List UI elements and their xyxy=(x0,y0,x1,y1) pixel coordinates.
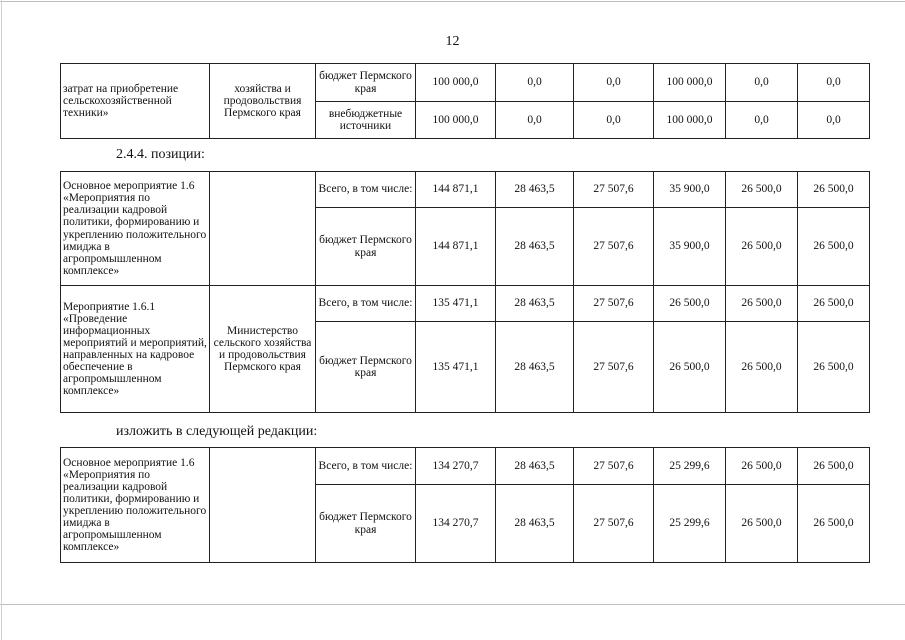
value-cell: 28 463,5 xyxy=(496,322,574,413)
funding-source: бюджет Пермского края xyxy=(316,322,416,413)
responsible-executor: Министерство сельского хозяйства и продовольствия Пермского края xyxy=(210,286,316,413)
value-cell: 0,0 xyxy=(798,102,870,139)
value-cell: 144 871,1 xyxy=(416,172,496,208)
responsible-executor xyxy=(210,448,316,563)
value-cell: 25 299,6 xyxy=(654,485,726,563)
value-cell: 0,0 xyxy=(798,64,870,102)
value-cell: 0,0 xyxy=(726,64,798,102)
value-cell: 26 500,0 xyxy=(726,208,798,286)
budget-table-continuation xyxy=(60,63,870,139)
value-cell: 134 270,7 xyxy=(416,485,496,563)
value-cell: 28 463,5 xyxy=(496,485,574,563)
activity-name: Мероприятие 1.6.1 «Проведение информационных мероприятий и мероприятий, направленных на кадровое обеспечение в агропромышленном комплексе» xyxy=(61,286,210,413)
value-cell: 26 500,0 xyxy=(798,322,870,413)
value-cell: 26 500,0 xyxy=(798,208,870,286)
funding-source: Всего, в том числе: xyxy=(316,172,416,208)
value-cell: 35 900,0 xyxy=(654,172,726,208)
value-cell: 100 000,0 xyxy=(416,102,496,139)
value-cell: 27 507,6 xyxy=(574,322,654,413)
value-cell: 27 507,6 xyxy=(574,208,654,286)
value-cell: 0,0 xyxy=(574,102,654,139)
funding-source: внебюджетные источники xyxy=(316,102,416,139)
scan-edge-bottom xyxy=(0,604,905,605)
value-cell: 144 871,1 xyxy=(416,208,496,286)
funding-source: бюджет Пермского края xyxy=(316,64,416,102)
value-cell: 100 000,0 xyxy=(416,64,496,102)
value-cell: 26 500,0 xyxy=(798,172,870,208)
page-number: 12 xyxy=(445,34,460,49)
value-cell: 25 299,6 xyxy=(654,448,726,485)
value-cell: 28 463,5 xyxy=(496,208,574,286)
value-cell: 0,0 xyxy=(496,64,574,102)
value-cell: 100 000,0 xyxy=(654,102,726,139)
value-cell: 135 471,1 xyxy=(416,286,496,322)
value-cell: 28 463,5 xyxy=(496,172,574,208)
responsible-executor: хозяйства и продовольствия Пермского края xyxy=(210,64,316,139)
value-cell: 26 500,0 xyxy=(654,322,726,413)
value-cell: 26 500,0 xyxy=(726,485,798,563)
section-heading-new-edition: изложить в следующей редакции: xyxy=(116,424,318,439)
activity-name: Основное мероприятие 1.6 «Мероприятия по реализации кадровой политики, формированию и укреплению положительного имиджа в агропромышленном комплексе» xyxy=(61,172,210,286)
activity-name: Основное мероприятие 1.6 «Мероприятия по реализации кадровой политики, формированию и укреплению положительного имиджа в агропромышленном комплексе» xyxy=(61,448,210,563)
scan-edge-top xyxy=(0,1,905,2)
table-row xyxy=(61,172,870,208)
table-row xyxy=(61,448,870,485)
value-cell: 134 270,7 xyxy=(416,448,496,485)
scan-edge-left xyxy=(1,0,2,640)
value-cell: 26 500,0 xyxy=(654,286,726,322)
value-cell: 0,0 xyxy=(574,64,654,102)
section-heading-positions: 2.4.4. позиции: xyxy=(116,147,205,162)
value-cell: 0,0 xyxy=(496,102,574,139)
funding-source: Всего, в том числе: xyxy=(316,448,416,485)
value-cell: 135 471,1 xyxy=(416,322,496,413)
value-cell: 27 507,6 xyxy=(574,286,654,322)
table-row xyxy=(61,64,870,102)
value-cell: 100 000,0 xyxy=(654,64,726,102)
value-cell: 26 500,0 xyxy=(798,448,870,485)
value-cell: 26 500,0 xyxy=(726,172,798,208)
value-cell: 27 507,6 xyxy=(574,172,654,208)
value-cell: 26 500,0 xyxy=(798,286,870,322)
activity-name: затрат на приобретение сельскохозяйственной техники» xyxy=(61,64,210,139)
value-cell: 26 500,0 xyxy=(726,322,798,413)
value-cell: 0,0 xyxy=(726,102,798,139)
responsible-executor xyxy=(210,172,316,286)
budget-table-new-edition xyxy=(60,447,870,563)
value-cell: 27 507,6 xyxy=(574,485,654,563)
funding-source: бюджет Пермского края xyxy=(316,485,416,563)
value-cell: 26 500,0 xyxy=(726,448,798,485)
value-cell: 26 500,0 xyxy=(798,485,870,563)
budget-table-current xyxy=(60,171,870,413)
funding-source: Всего, в том числе: xyxy=(316,286,416,322)
value-cell: 26 500,0 xyxy=(726,286,798,322)
value-cell: 27 507,6 xyxy=(574,448,654,485)
value-cell: 28 463,5 xyxy=(496,286,574,322)
value-cell: 35 900,0 xyxy=(654,208,726,286)
funding-source: бюджет Пермского края xyxy=(316,208,416,286)
value-cell: 28 463,5 xyxy=(496,448,574,485)
table-row xyxy=(61,286,870,322)
